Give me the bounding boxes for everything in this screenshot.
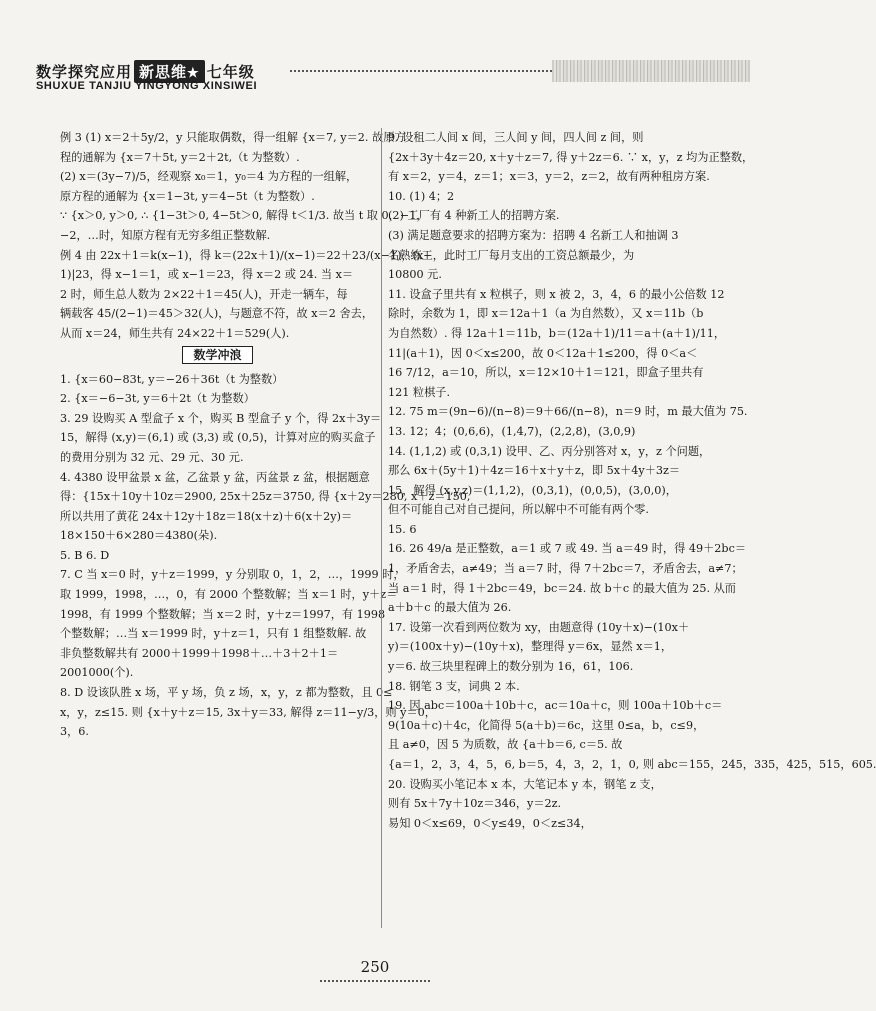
header-texture-band (552, 60, 750, 82)
text-line: 15，解得 (x,y,z)＝(1,1,2)，(0,3,1)，(0,0,5)，(3,0,0)， (388, 483, 677, 497)
header-dotted-rule (290, 70, 552, 72)
text-line: 14. (1,1,2) 或 (0,3,1) 设甲、乙、丙分别答对 x，y，z 个问题， (388, 444, 711, 458)
text-line: y＝6. 故三块里程碑上的数分别为 16，61，106. (388, 660, 634, 674)
text-line: 17. 设第一次看到两位数为 xy，由题意得 (10y＋x)−(10x＋ (388, 620, 690, 634)
text-line: 为自然数）. 得 12a＋1＝11b，b＝(12a＋1)/11＝a＋(a＋1)/11， (388, 326, 726, 340)
text-line: 2 时，师生总人数为 2×22＋1＝45(人)，开走一辆车，每 (60, 287, 348, 301)
series-left: 数学探究应用 (36, 63, 133, 81)
text-line: 7. C 当 x＝0 时，y＋z＝1999，y 分别取 0，1，2，…，1999 时， (60, 568, 405, 582)
text-line: 16. 26 49/a 是正整数，a＝1 或 7 或 49. 当 a＝49 时，得 49＋2bc＝ (388, 542, 747, 556)
text-line: 程的通解为 {x＝7＋5t, y＝2＋2t,（t 为整数）. (60, 150, 300, 164)
text-line: 121 粒棋子. (388, 385, 451, 399)
text-line: x，y，z≤15. 则 {x＋y＋z＝15, 3x＋y＝33, 解得 z＝11−y/3，则 y＝0， (60, 705, 436, 719)
text-line: 8. D 设该队胜 x 场，平 y 场，负 z 场，x，y，z 都为整数，且 0≤ (60, 686, 393, 700)
text-line: 1. {x＝60−83t, y＝−26＋36t（t 为整数） (60, 372, 284, 386)
text-line: 但不可能自己对自己提问，所以解中不可能有两个零. (388, 503, 649, 517)
text-line: a＋b＋c 的最大值为 26. (388, 601, 512, 615)
text-line: 3，6. (60, 725, 89, 739)
text-line: {2x＋3y＋4z＝20, x＋y＋z＝7, 得 y＋2z＝6. ∵ x，y，z 均为正整数， (388, 150, 754, 164)
text-line: 3. 29 设购买 A 型盒子 x 个，购买 B 型盒子 y 个，得 2x＋3y＝ (60, 411, 382, 425)
text-line: 4. 4380 设甲盆景 x 盆，乙盆景 y 盆，丙盆景 z 盆，根据题意 (60, 470, 370, 484)
right-column (388, 128, 876, 938)
text-line: 名熟练工，此时工厂每月支出的工资总额最少，为 (388, 248, 635, 262)
text-line: 15. 6 (388, 522, 417, 536)
text-line: 15，解得 (x,y)＝(6,1) 或 (3,3) 或 (0,5)，计算对应的购买盒子 (60, 431, 376, 445)
text-line: 11|(a＋1)，因 0＜x≤200，故 0＜12a＋1≤200，得 0＜a＜ (388, 346, 698, 360)
text-line: 9. 设租二人间 x 间，三人间 y 间，四人间 z 间，则 (388, 131, 644, 144)
text-line: 5. B 6. D (60, 548, 110, 562)
text-line: 非负整数解共有 2000＋1999＋1998＋…＋3＋2＋1＝ (60, 646, 339, 660)
text-line: 原方程的通解为 {x＝1−3t, y＝4−5t（t 为整数）. (60, 189, 315, 203)
text-line: 取 1999，1998，…，0，有 2000 个整数解；当 x＝1 时，y＋z＝ (60, 588, 398, 602)
series-pinyin: SHUXUE TANJIU YINGYONG XINSIWEI (36, 80, 258, 92)
text-line: 13. 12；4；(0,6,6)，(1,4,7)，(2,2,8)，(3,0,9) (388, 424, 636, 438)
text-line: (3) 满足题意要求的招聘方案为：招聘 4 名新工人和抽调 3 (388, 228, 679, 242)
text-line: 2001000(个). (60, 666, 134, 680)
text-line: 1998，有 1999 个整数解；当 x＝2 时，y＋z＝1997，有 1998 (60, 607, 386, 621)
text-line: 当 a＝1 时，得 1＋2bc＝49，bc＝24. 故 b＋c 的最大值为 25. 从而 (388, 581, 736, 595)
text-line: 有 x＝2，y＝4，z＝1；x＝3，y＝2，z＝2，故有两种租房方案. (388, 170, 710, 184)
text-line: 所以共用了黄花 24x＋12y＋18z＝18(x＋z)＋6(x＋2y)＝ (60, 509, 353, 523)
page-header (0, 0, 750, 105)
text-line: 则有 5x＋7y＋10z＝346，y＝2z. (388, 797, 562, 811)
text-line: 易知 0＜x≤69，0＜y≤49，0＜z≤34， (388, 816, 592, 830)
text-line: 10. (1) 4；2 (388, 189, 455, 203)
text-line: 10800 元. (388, 268, 442, 282)
text-line: {a＝1，2，3，4，5，6, b＝5，4，3，2，1，0, 则 abc＝155，245，335，425，515，605. (388, 758, 876, 771)
text-line: 例 4 由 22x＋1＝k(x−1)，得 k＝(22x＋1)/(x−1)＝22＋23/(x−1)，(x− (60, 248, 433, 262)
text-line: ∵ {x＞0, y＞0, ∴ {1−3t＞0, 4−5t＞0, 解得 t＜1/3. 故当 t 取 0，−1， (60, 209, 428, 223)
column-divider (381, 128, 382, 928)
text-line: 16 7/12，a＝10，所以，x＝12×10＋1＝121，即盒子里共有 (388, 366, 704, 380)
text-line: 例 3 (1) x＝2＋5y/2，y 只能取偶数，得一组解 {x＝7, y＝2. 故原方 (60, 131, 406, 144)
text-line: 那么 6x＋(5y＋1)＋4z＝16＋x＋y＋z，即 5x＋4y＋3z＝ (388, 464, 681, 478)
text-line: −2，…时，知原方程有无穷多组正整数解. (60, 228, 271, 242)
text-line: 18. 钢笔 3 支，词典 2 本. (388, 679, 520, 693)
text-line: 11. 设盒子里共有 x 粒棋子，则 x 被 2，3，4，6 的最小公倍数 12 (388, 287, 725, 301)
text-line: 辆载客 45/(2−1)＝45＞32(人)，与题意不符，故 x＝2 舍去， (60, 307, 374, 321)
text-line: 2. {x＝−6−3t, y＝6＋2t（t 为整数） (60, 392, 255, 406)
section-title-label: 数学冲浪 (182, 346, 252, 364)
text-line: 从而 x＝24，师生共有 24×22＋1＝529(人). (60, 326, 290, 340)
grade-label: 七年级 (206, 63, 255, 81)
star-icon: ★ (187, 66, 200, 81)
text-line: 1，矛盾舍去，a≠49；当 a＝7 时，得 7＋2bc＝7，矛盾舍去，a≠7； (388, 562, 743, 576)
text-line: 且 a≠0，因 5 为质数，故 {a＋b＝6, c＝5. 故 (388, 738, 623, 752)
text-line: 的费用分别为 32 元、29 元、30 元. (60, 450, 244, 464)
text-line: (2) x＝(3y−7)/5，经观察 x₀＝1，y₀＝4 为方程的一组解， (60, 170, 358, 184)
right-answers (388, 128, 876, 833)
text-line: 个整数解；…当 x＝1999 时，y＋z＝1，只有 1 组整数解. 故 (60, 627, 367, 641)
brand-label: 新思维 (139, 63, 188, 81)
text-line: 9(10a＋c)＋4c，化简得 5(a＋b)＝6c，这里 0≤a，b，c≤9， (388, 718, 705, 732)
page-number: 250 (360, 958, 390, 976)
text-line: 除时，余数为 1，即 x＝12a＋1（a 为自然数），又 x＝11b（b (388, 307, 704, 321)
text-line: (2) 工厂有 4 种新工人的招聘方案. (388, 209, 560, 223)
text-line: 20. 设购买小笔记本 x 本，大笔记本 y 本，钢笔 z 支， (388, 777, 662, 791)
section-title (60, 346, 375, 366)
text-line: 19. 因 abc＝100a＋10b＋c，ac＝10a＋c，则 100a＋10b＋c＝ (388, 699, 723, 713)
text-line: y)＝(100x＋y)−(10y＋x)，整理得 y＝6x，显然 x＝1， (388, 640, 673, 654)
footer-dotted-rule (320, 980, 430, 982)
text-line: 1)|23，得 x−1＝1，或 x−1＝23，得 x＝2 或 24. 当 x＝ (60, 268, 354, 282)
text-line: 得：{15x＋10y＋10z＝2900, 25x＋25z＝3750, 得 {x＋2y＝280, x＋z＝150, (60, 490, 471, 504)
text-line: 12. 75 m＝(9n−6)/(n−8)＝9＋66/(n−8)，n＝9 时，m 最大值为 75. (388, 405, 748, 419)
text-line: 18×150＋6×280＝4380(朵). (60, 529, 218, 543)
